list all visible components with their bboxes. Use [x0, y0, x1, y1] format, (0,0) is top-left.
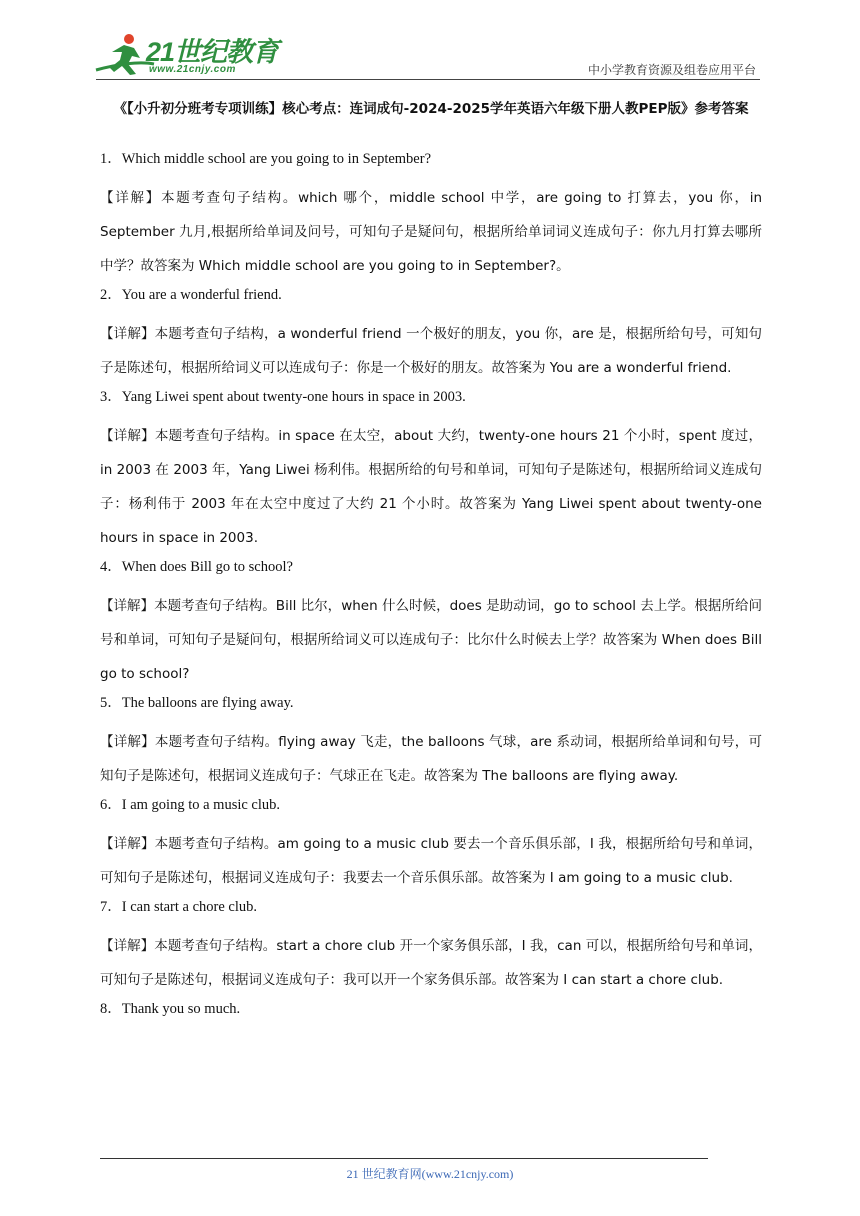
question-line: 4．When does Bill go to school? — [100, 559, 293, 575]
explanation-text: 本题考查句子结构，a wonderful friend 一个极好的朋友，you 你，are 是，根据所给句号，可知句子是陈述句，根据所给词义可以连成句子：你是一个极好的朋友。故答案为 You are a wonderful friend. — [100, 326, 762, 376]
question-line: 1．Which middle school are you going to in September? — [100, 151, 432, 167]
explanation — [100, 929, 762, 997]
explanation-text: 本题考查句子结构。start a chore club 开一个家务俱乐部，I 我，can 可以，根据所给句号和单词，可知句子是陈述句，根据词义连成句子：我可以开一个家务俱乐部。故答案为 I can start a chore club. — [100, 938, 763, 988]
answer-item-2 — [100, 283, 762, 385]
answer-item-5 — [100, 691, 762, 793]
explanation — [100, 725, 762, 793]
question-line: 5．The balloons are flying away. — [100, 695, 294, 711]
footer-link[interactable]: 21 世纪教育网(www.21cnjy.com) — [346, 1167, 514, 1181]
logo-text: 21世纪教育 — [146, 37, 279, 67]
explanation-tag: 【详解】 — [100, 598, 155, 614]
explanation-text: 本题考查句子结构。which 哪个，middle school 中学，are going to 打算去，you 你，in September 九月,根据所给单词及问号，可知句子是疑问句，根据所给单词词义连成句子：你九月打算去哪所中学？故答案为 Which middle school are you going to in September?。 — [100, 190, 763, 274]
explanation-text: 本题考查句子结构。am going to a music club 要去一个音乐俱乐部，I 我，根据所给句号和单词，可知句子是陈述句，根据词义连成句子：我要去一个音乐俱乐部。故答案为 I am going to a music club. — [100, 836, 763, 886]
answer-item-8 — [100, 997, 762, 1022]
explanation-tag: 【详解】 — [100, 836, 155, 852]
explanation — [100, 317, 762, 385]
document-title: 《【小升初分班考专项训练】核心考点：连词成句-2024-2025学年英语六年级下册人教PEP版》参考答案 — [113, 101, 749, 117]
explanation — [100, 827, 762, 895]
header-divider — [96, 79, 760, 80]
explanation-text: 本题考查句子结构。Bill 比尔，when 什么时候，does 是助动词，go to school 去上学。根据所给问号和单词，可知句子是疑问句，根据所给词义可以连成句子：比尔什么时候去上学？故答案为 When does Bill go to school? — [100, 598, 762, 682]
question-line: 2．You are a wonderful friend. — [100, 287, 282, 303]
answer-item-6 — [100, 793, 762, 895]
footer-divider — [100, 1158, 708, 1159]
header-platform-text: 中小学教育资源及组卷应用平台 — [587, 63, 756, 77]
answer-list — [100, 147, 762, 1031]
explanation — [100, 419, 762, 555]
explanation-tag: 【详解】 — [100, 190, 161, 206]
logo-url: www.21cnjy.com — [149, 64, 236, 75]
explanation-tag: 【详解】 — [100, 938, 155, 954]
question-line: 7．I can start a chore club. — [100, 899, 258, 915]
question-line: 3．Yang Liwei spent about twenty-one hours in space in 2003. — [100, 389, 466, 405]
explanation-tag: 【详解】 — [100, 734, 155, 750]
question-line: 8．Thank you so much. — [100, 1001, 241, 1017]
explanation-text: 本题考查句子结构。in space 在太空，about 大约，twenty-one hours 21 个小时，spent 度过，in 2003 在 2003 年，Yang Liwei 杨利伟。根据所给的句号和单词，可知句子是陈述句，根据所给词义连成句子：杨利伟于 2003 年在太空中度过了大约 21 个小时。故答案为 Yang Liwei spent about twenty-one hours in space in 2003. — [100, 428, 762, 546]
answer-item-7 — [100, 895, 762, 997]
question-line: 6．I am going to a music club. — [100, 797, 281, 813]
explanation-tag: 【详解】 — [100, 326, 155, 342]
explanation — [100, 181, 762, 283]
explanation-text: 本题考查句子结构。flying away 飞走，the balloons 气球，are 系动词，根据所给单词和句号，可知句子是陈述句，根据词义连成句子：气球正在飞走。故答案为 The balloons are flying away. — [100, 734, 762, 784]
page-header — [0, 0, 860, 80]
explanation — [100, 589, 762, 691]
answer-item-4 — [100, 555, 762, 691]
answer-item-3 — [100, 385, 762, 555]
answer-item-1 — [100, 147, 762, 283]
explanation-tag: 【详解】 — [100, 428, 155, 444]
